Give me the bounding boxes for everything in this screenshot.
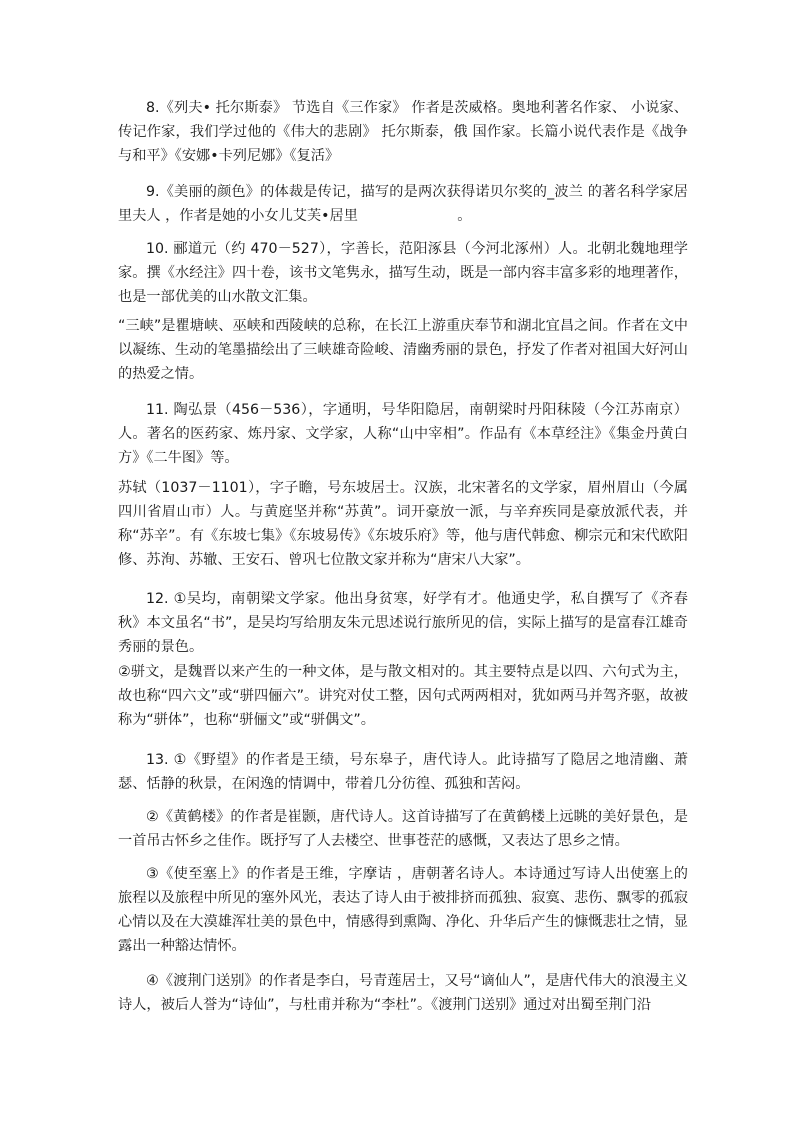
- paragraph-huang-he-lou: ②《黄鹤楼》的作者是崔颢，唐代诗人。这首诗描写了在黄鹤楼上远眺的美好景色，是一首吊古怀乡之佳作。既抒写了人去楼空、世事苍茫的感慨，又表达了思乡之情。: [118, 809, 688, 849]
- paragraph-8-tolstoy: 8.《列夫• 托尔斯泰》 节选自《三作家》 作者是茨威格。奥地利著名作家、 小说家、传记作家，我们学过他的《伟大的悲剧》 托尔斯泰，俄 国作家。长篇小说代表作是《战争与和平》《安娜•卡列尼娜》《复活》: [118, 100, 688, 164]
- paragraph-du-jingmen-songbie: ④《渡荆门送别》的作者是李白，号青莲居士，又号“谪仙人”，是唐代伟大的浪漫主义诗人，被后人誉为“诗仙”，与杜甫并称为“李杜”。《渡荆门送别》通过对出蜀至荆门沿: [118, 973, 688, 1013]
- paragraph-9-beautiful-color: 9.《美丽的颜色》的体裁是传记，描写的是两次获得诺贝尔奖的_波兰 的著名科学家居里夫人 ，作者是她的小女儿艾芙•居里 。: [118, 184, 688, 224]
- paragraph-10-li-daoyuan: 10. 郦道元（约 470－527），字善长，范阳涿县（今河北涿州）人。北朝北魏地理学家。撰《水经注》四十卷，该书文笔隽永，描写生动，既是一部内容丰富多彩的地理著作，也是一部优美的山水散文汇集。: [118, 241, 688, 305]
- paragraph-13-ye-wang: 13. ①《野望》的作者是王绩，号东皋子，唐代诗人。此诗描写了隐居之地清幽、萧瑟、恬静的秋景，在闲逸的情调中，带着几分彷徨、孤独和苦闷。: [118, 752, 688, 792]
- paragraph-shi-zhi-sai-shang: ③《使至塞上》的作者是王维，字摩诘 ，唐朝著名诗人。本诗通过写诗人出使塞上的旅程以及旅程中所见的塞外风光，表达了诗人由于被排挤而孤独、寂寞、悲伤、飘零的孤寂心情以及在大漠雄浑壮美的景色中，情感得到熏陶、净化、升华后产生的慷慨悲壮之情，显露出一种豁达情怀。: [118, 866, 688, 954]
- paragraph-11-tao-hongjing: 11. 陶弘景（456－536），字通明，号华阳隐居，南朝梁时丹阳秣陵（今江苏南京）人。著名的医药家、炼丹家、文学家，人称“山中宰相”。作品有《本草经注》《集金丹黄白方》《二牛图》等。: [118, 402, 688, 466]
- paragraph-12-wu-jun: 12. ①吴均，南朝梁文学家。他出身贫寒，好学有才。他通史学，私自撰写了《齐春秋》本文虽名“书”，是吴均写给朋友朱元思述说行旅所见的信，实际上描写的是富春江雄奇秀丽的景色。: [118, 591, 688, 655]
- paragraph-su-shi: 苏轼（1037－1101），字子瞻，号东坡居士。汉族，北宋著名的文学家，眉州眉山（今属四川省眉山市）人。与黄庭坚并称“苏黄”。词开豪放一派，与辛弃疾同是豪放派代表，并称“苏辛”。有《东坡七集》《东坡易传》《东坡乐府》等，他与唐代韩愈、柳宗元和宋代欧阳修、苏洵、苏辙、王安石、曾巩七位散文家并称为“唐宋八大家”。: [118, 480, 688, 568]
- paragraph-three-gorges: “三峡”是瞿塘峡、巫峡和西陵峡的总称，在长江上游重庆奉节和湖北宜昌之间。作者在文中以凝练、生动的笔墨描绘出了三峡雄奇险峻、清幽秀丽的景色，抒发了作者对祖国大好河山的热爱之情。: [118, 318, 688, 382]
- paragraph-pianwen: ②骈文，是魏晋以来产生的一种文体，是与散文相对的。其主要特点是以四、六句式为主，故也称“四六文”或“骈四俪六”。讲究对仗工整，因句式两两相对，犹如两马并驾齐驱，故被称为“骈体”，也称“骈俪文”或“骈偶文”。: [118, 664, 688, 728]
